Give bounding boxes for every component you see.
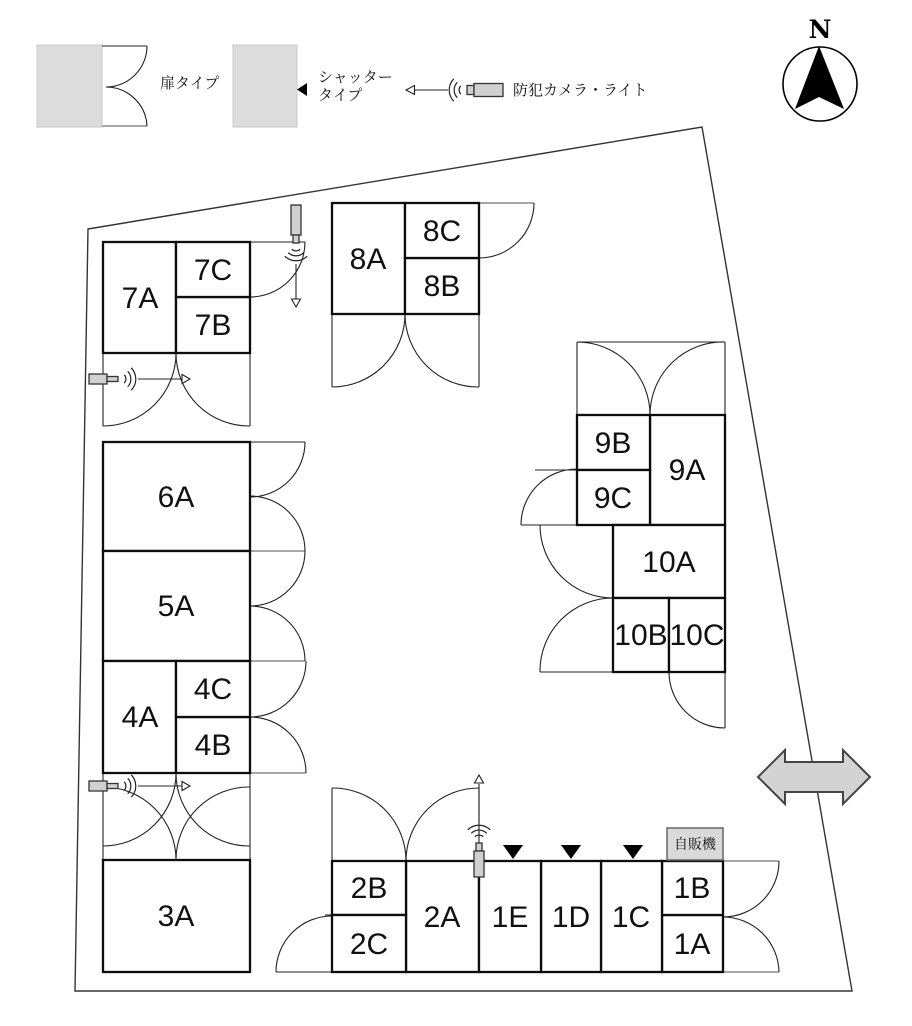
signal-wave-icon [128, 371, 131, 386]
door-swing-arc [405, 314, 479, 387]
shutter-triangle-icon [297, 83, 307, 96]
unit-7C-label: 7C [193, 254, 233, 287]
signal-wave-icon [292, 249, 300, 251]
shutter-triangle-icon-1D [561, 845, 581, 859]
signal-wave-icon [449, 79, 454, 101]
door-swing-arc [669, 672, 725, 728]
arrowhead-icon [475, 775, 484, 783]
north-compass-icon [783, 15, 857, 121]
unit-6A-label: 6A [157, 481, 195, 514]
camera-body-icon [89, 374, 107, 384]
unit-5A-label: 5A [157, 590, 195, 623]
door-swing-arc [106, 87, 147, 126]
door-swing-arc [540, 598, 613, 672]
signal-wave-icon [124, 782, 126, 790]
camera-lens-icon [293, 235, 299, 243]
door-swing-arc [176, 353, 250, 426]
unit-9B-label: 9B [594, 427, 632, 460]
door-swing-arc [106, 46, 147, 87]
door-swing-arc [479, 203, 534, 258]
unit-10A-label: 10A [642, 546, 696, 579]
arrowhead-icon [182, 782, 190, 791]
door-swing-arc [250, 661, 306, 717]
arrowhead-icon [182, 375, 190, 384]
camera-body-icon [89, 781, 107, 791]
unit-7B-label: 7B [194, 309, 232, 342]
door-swing-arc [250, 442, 305, 497]
unit-2C-label: 2C [349, 928, 389, 961]
unit-4B-label: 4B [194, 729, 232, 762]
unit-9A-label: 9A [668, 454, 706, 487]
camera-lens-icon [467, 86, 474, 95]
camera-body-icon [291, 205, 301, 235]
door-swing-arc [521, 469, 577, 525]
signal-wave-icon [131, 368, 136, 390]
legend-door-type-box [37, 45, 102, 127]
signal-wave-icon [124, 375, 126, 383]
door-swing-arc [176, 787, 250, 860]
camera-lens-icon [476, 843, 482, 851]
signal-wave-icon [288, 253, 303, 256]
security-camera-icon-west-lower [89, 775, 190, 797]
legend-camera-label: 防犯カメラ・ライト [513, 82, 648, 99]
vending-machine [667, 828, 723, 860]
door-swing-arc [250, 606, 305, 661]
signal-wave-icon [454, 82, 457, 97]
unit-1B-label: 1B [673, 872, 711, 905]
unit-1E-label: 1E [491, 901, 529, 934]
camera-lens-icon [107, 377, 118, 382]
legend-shutter-type-box [233, 45, 297, 127]
arrowhead-icon [292, 299, 301, 307]
unit-1A-label: 1A [673, 928, 711, 961]
unit-8C-label: 8C [422, 215, 462, 248]
legend-camera-icon [406, 79, 503, 101]
door-swing-arc [723, 917, 779, 972]
compass-north-label: N [808, 15, 832, 44]
camera-lens-icon [107, 784, 118, 789]
door-swing-arc [103, 787, 176, 860]
unit-8A-label: 8A [349, 243, 387, 276]
arrowhead-icon [406, 86, 415, 95]
unit-10B-label: 10B [614, 619, 668, 652]
door-swing-arc [406, 788, 479, 861]
door-swing-arc [332, 314, 405, 387]
unit-4A-label: 4A [121, 701, 159, 734]
security-camera-icon-west-upper [89, 368, 190, 390]
unit-10C-label: 10C [669, 619, 725, 652]
unit-7A-label: 7A [121, 282, 159, 315]
door-swing-arc [650, 342, 725, 415]
door-swing-arc [276, 916, 332, 972]
unit-1C-label: 1C [611, 901, 651, 934]
door-swing-arc [723, 861, 779, 917]
camera-body-icon [474, 84, 503, 97]
entrance-double-arrow-icon [758, 750, 870, 804]
shutter-triangle-icon-1E [503, 845, 523, 859]
door-swing-arc [540, 525, 613, 598]
unit-3A-label: 3A [157, 900, 195, 933]
unit-2A-label: 2A [423, 901, 461, 934]
door-swing-arc [250, 551, 305, 606]
signal-wave-icon [459, 86, 461, 94]
shutter-markers [503, 845, 643, 859]
legend [37, 45, 648, 127]
door-swing-arc [250, 496, 305, 551]
door-swing-arc [103, 353, 176, 426]
unit-2B-label: 2B [350, 872, 388, 905]
legend-shutter-type-label-line1: シャッター [318, 69, 393, 86]
unit-4C-label: 4C [193, 673, 233, 706]
door-swing-arc [332, 788, 406, 861]
door-swing-arc [577, 342, 650, 415]
door-swing-arc [250, 242, 305, 297]
compass-needle-icon [795, 46, 844, 109]
unit-9C-label: 9C [593, 482, 633, 515]
camera-body-icon [474, 851, 484, 877]
unit-8B-label: 8B [423, 270, 461, 303]
unit-1D-label: 1D [551, 901, 591, 934]
legend-shutter-type-label-line2: タイプ [318, 87, 363, 104]
vending-machine-label: 自販機 [674, 836, 716, 852]
shutter-triangle-icon-1C [623, 845, 643, 859]
legend-door-type-label: 扉タイプ [160, 75, 220, 92]
signal-wave-icon [285, 256, 307, 261]
door-swing-arc [250, 717, 306, 773]
